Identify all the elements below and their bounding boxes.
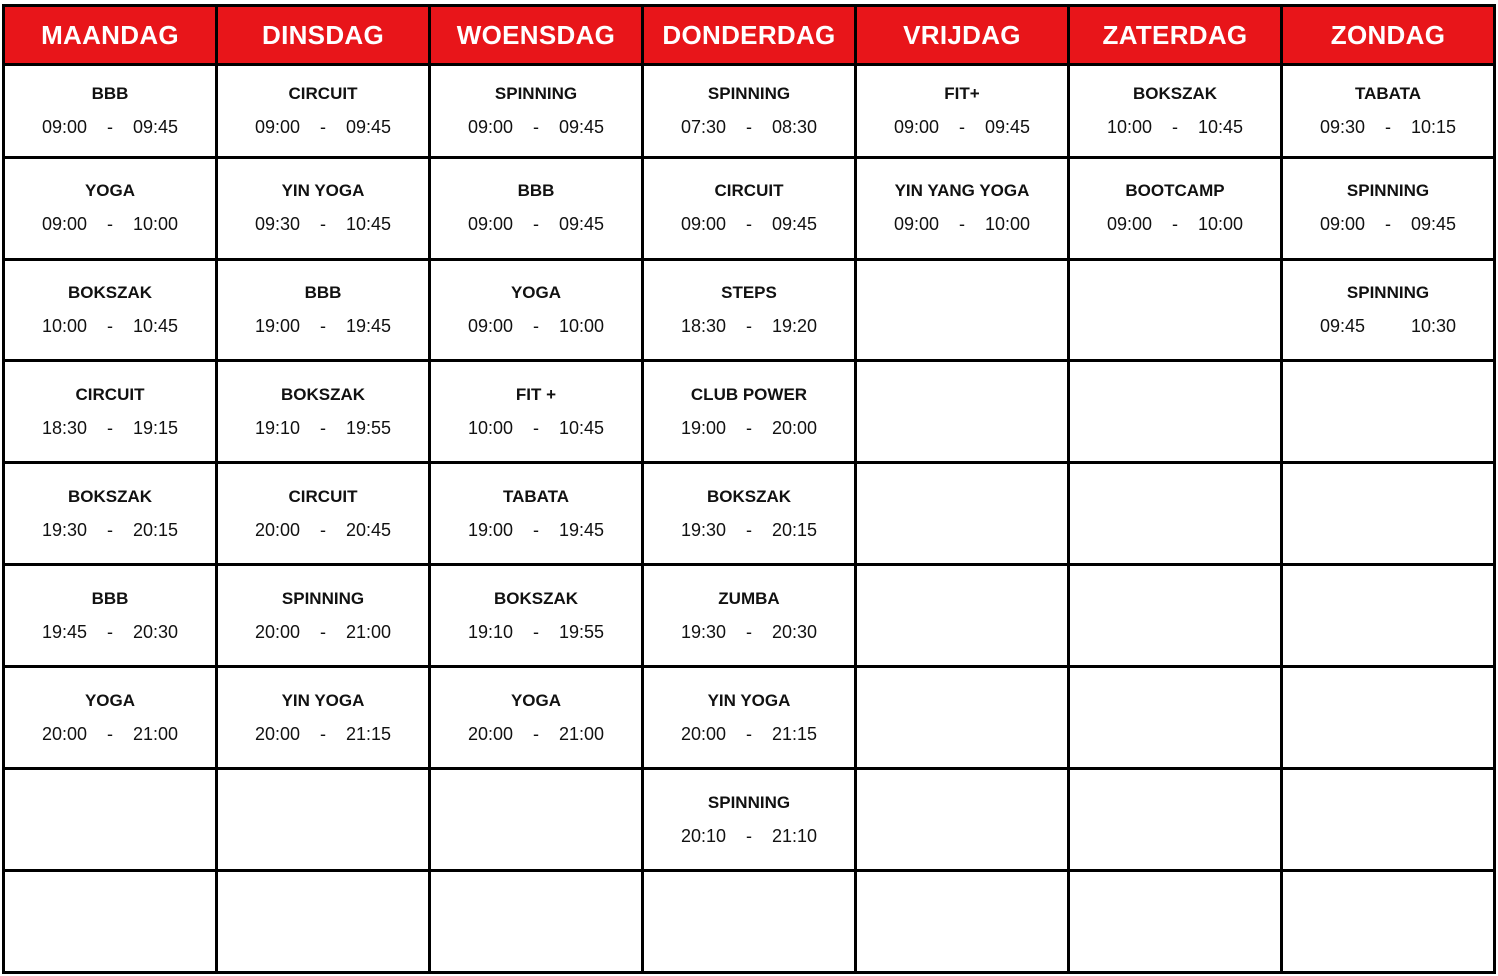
class-time <box>218 116 428 138</box>
class-time <box>1283 213 1493 235</box>
time-separator: - <box>746 116 752 137</box>
start-time: 20:10 <box>680 825 726 846</box>
empty-slot <box>856 361 1069 463</box>
empty-slot <box>1069 565 1282 667</box>
class-time <box>644 621 854 643</box>
end-time: 08:30 <box>772 116 818 137</box>
class-time <box>5 213 215 235</box>
empty-slot <box>1282 870 1495 972</box>
class-time <box>431 723 641 745</box>
time-separator: - <box>746 621 752 642</box>
class-slot <box>217 463 430 565</box>
class-name: SPINNING <box>1346 283 1430 302</box>
class-slot <box>217 361 430 463</box>
class-name: BOKSZAK <box>67 283 153 302</box>
class-slot <box>217 65 430 158</box>
empty-slot <box>217 870 430 972</box>
start-time: 09:00 <box>1319 214 1365 235</box>
empty-slot <box>4 769 217 871</box>
class-name: BOKSZAK <box>706 486 792 506</box>
class-name: BBB <box>517 181 555 201</box>
class-slot <box>1069 157 1282 259</box>
class-slot <box>4 667 217 769</box>
end-time: 20:45 <box>346 519 392 540</box>
class-name: SPINNING <box>707 792 791 812</box>
class-name: BBB <box>91 588 129 608</box>
class-time <box>5 621 215 643</box>
start-time: 19:00 <box>254 316 300 336</box>
empty-slot <box>1069 361 1282 463</box>
start-time: 20:00 <box>254 621 300 642</box>
day-header-2: DINSDAG <box>217 6 430 65</box>
class-name: FIT + <box>515 384 557 404</box>
class-slot <box>643 667 856 769</box>
start-time: 09:00 <box>893 214 939 235</box>
end-time: 20:30 <box>772 621 818 642</box>
time-separator: - <box>320 417 326 438</box>
class-time <box>644 723 854 745</box>
class-slot <box>430 565 643 667</box>
class-time <box>218 723 428 745</box>
class-time <box>431 116 641 138</box>
start-time: 09:00 <box>680 214 726 235</box>
class-time <box>431 519 641 541</box>
class-time <box>5 417 215 439</box>
class-name: BOKSZAK <box>280 384 366 404</box>
class-slot <box>217 157 430 259</box>
class-slot <box>856 65 1069 158</box>
end-time: 10:45 <box>559 417 605 438</box>
class-name: CIRCUIT <box>288 486 358 506</box>
schedule-row <box>4 667 1495 769</box>
end-time: 19:55 <box>559 621 605 642</box>
end-time: 10:00 <box>559 316 605 336</box>
class-time <box>431 621 641 643</box>
time-separator: - <box>320 723 326 744</box>
class-name: TABATA <box>502 486 570 506</box>
end-time: 21:10 <box>772 825 818 846</box>
class-name: BOKSZAK <box>1132 83 1218 103</box>
class-slot <box>643 463 856 565</box>
end-time: 10:00 <box>1198 214 1244 235</box>
end-time: 21:00 <box>346 621 392 642</box>
class-name: YIN YOGA <box>707 690 791 710</box>
empty-slot <box>1282 361 1495 463</box>
schedule-row <box>4 157 1495 259</box>
time-separator: - <box>746 316 752 336</box>
end-time: 10:45 <box>346 214 392 235</box>
class-time <box>431 315 641 337</box>
empty-slot <box>856 667 1069 769</box>
class-time <box>1070 213 1280 235</box>
time-separator: - <box>107 417 113 438</box>
class-slot <box>1069 65 1282 158</box>
day-header-3: WOENSDAG <box>430 6 643 65</box>
empty-slot <box>856 463 1069 565</box>
class-time <box>5 519 215 541</box>
class-name: BOOTCAMP <box>1125 181 1225 201</box>
class-slot <box>430 361 643 463</box>
empty-slot <box>1282 565 1495 667</box>
time-separator: - <box>533 417 539 438</box>
end-time: 09:45 <box>985 116 1031 137</box>
empty-slot <box>856 769 1069 871</box>
class-time <box>644 417 854 439</box>
class-slot <box>643 157 856 259</box>
class-slot <box>1282 259 1495 361</box>
schedule-row <box>4 769 1495 871</box>
class-name: SPINNING <box>1346 181 1430 201</box>
class-name: YIN YOGA <box>281 181 365 201</box>
start-time: 19:10 <box>254 417 300 438</box>
class-time <box>1283 315 1493 337</box>
class-time <box>857 116 1067 138</box>
class-time <box>5 723 215 745</box>
time-separator: - <box>320 214 326 235</box>
class-name: SPINNING <box>281 588 365 608</box>
class-slot <box>430 667 643 769</box>
class-name: YOGA <box>510 283 562 302</box>
class-slot <box>4 565 217 667</box>
end-time: 20:15 <box>133 519 179 540</box>
class-name: YOGA <box>84 690 136 710</box>
class-slot <box>4 259 217 361</box>
start-time: 09:00 <box>467 316 513 336</box>
class-name: SPINNING <box>707 83 791 103</box>
start-time: 19:00 <box>467 519 513 540</box>
class-time <box>644 116 854 138</box>
time-separator: - <box>746 519 752 540</box>
class-slot <box>856 157 1069 259</box>
empty-slot <box>1282 667 1495 769</box>
end-time: 19:55 <box>346 417 392 438</box>
class-name: ZUMBA <box>718 588 780 608</box>
class-name: YOGA <box>510 690 562 710</box>
class-name: BBB <box>304 283 342 302</box>
class-name: CLUB POWER <box>690 384 808 404</box>
start-time: 20:00 <box>41 723 87 744</box>
empty-slot <box>643 870 856 972</box>
class-slot <box>217 259 430 361</box>
start-time: 10:00 <box>1106 116 1152 137</box>
time-separator: - <box>1172 214 1178 235</box>
start-time: 10:00 <box>467 417 513 438</box>
time-separator: - <box>533 214 539 235</box>
day-header-1: MAANDAG <box>4 6 217 65</box>
time-separator: - <box>959 214 965 235</box>
class-time <box>218 417 428 439</box>
end-time: 19:45 <box>346 316 392 336</box>
end-time: 10:30 <box>1411 316 1457 336</box>
time-separator: - <box>1385 214 1391 235</box>
end-time: 09:45 <box>559 214 605 235</box>
class-time <box>218 213 428 235</box>
start-time: 20:00 <box>467 723 513 744</box>
schedule-row <box>4 361 1495 463</box>
class-slot <box>4 463 217 565</box>
empty-slot <box>430 769 643 871</box>
class-slot <box>643 769 856 871</box>
empty-slot <box>856 565 1069 667</box>
class-time <box>218 519 428 541</box>
class-slot <box>643 565 856 667</box>
end-time: 10:15 <box>1411 116 1457 137</box>
start-time: 20:00 <box>680 723 726 744</box>
class-time <box>1070 116 1280 138</box>
time-separator: - <box>320 116 326 137</box>
start-time: 09:00 <box>41 214 87 235</box>
end-time: 21:00 <box>133 723 179 744</box>
empty-slot <box>1069 870 1282 972</box>
class-name: FIT+ <box>944 83 980 103</box>
end-time: 19:20 <box>772 316 818 336</box>
class-slot <box>643 259 856 361</box>
time-separator: - <box>533 723 539 744</box>
end-time: 21:15 <box>772 723 818 744</box>
time-separator: - <box>107 621 113 642</box>
time-separator: - <box>746 723 752 744</box>
schedule-row <box>4 565 1495 667</box>
class-slot <box>4 65 217 158</box>
class-name: CIRCUIT <box>75 384 145 404</box>
empty-slot <box>856 870 1069 972</box>
start-time: 09:30 <box>254 214 300 235</box>
empty-slot <box>4 870 217 972</box>
end-time: 19:45 <box>559 519 605 540</box>
start-time: 19:30 <box>680 519 726 540</box>
class-time <box>431 213 641 235</box>
schedule-row <box>4 65 1495 158</box>
start-time: 19:10 <box>467 621 513 642</box>
start-time: 07:30 <box>680 116 726 137</box>
class-slot <box>1282 157 1495 259</box>
class-time <box>5 315 215 337</box>
start-time: 09:00 <box>41 116 87 137</box>
class-slot <box>643 65 856 158</box>
class-name: BOKSZAK <box>67 486 153 506</box>
class-name: TABATA <box>1354 83 1422 103</box>
empty-slot <box>1069 259 1282 361</box>
time-separator: - <box>320 621 326 642</box>
empty-slot <box>1069 463 1282 565</box>
time-separator: - <box>107 519 113 540</box>
time-separator: - <box>107 214 113 235</box>
end-time: 20:30 <box>133 621 179 642</box>
schedule-row <box>4 870 1495 972</box>
class-time <box>644 315 854 337</box>
class-slot <box>430 259 643 361</box>
end-time: 09:45 <box>346 116 392 137</box>
start-time: 19:30 <box>41 519 87 540</box>
time-separator: - <box>320 519 326 540</box>
empty-slot <box>1282 769 1495 871</box>
time-separator: - <box>320 316 326 336</box>
time-separator: - <box>1385 116 1391 137</box>
class-time <box>644 825 854 847</box>
schedule-row <box>4 259 1495 361</box>
class-name: YIN YANG YOGA <box>894 181 1030 201</box>
start-time: 18:30 <box>680 316 726 336</box>
end-time: 21:15 <box>346 723 392 744</box>
class-time <box>1283 116 1493 138</box>
empty-slot <box>1282 463 1495 565</box>
class-slot <box>217 565 430 667</box>
start-time: 19:30 <box>680 621 726 642</box>
empty-slot <box>430 870 643 972</box>
time-separator: - <box>107 116 113 137</box>
day-header-7: ZONDAG <box>1282 6 1495 65</box>
time-separator: - <box>107 316 113 336</box>
day-header-5: VRIJDAG <box>856 6 1069 65</box>
end-time: 20:00 <box>772 417 818 438</box>
end-time: 10:45 <box>1198 116 1244 137</box>
class-slot <box>643 361 856 463</box>
start-time: 09:00 <box>1106 214 1152 235</box>
class-slot <box>4 361 217 463</box>
start-time: 20:00 <box>254 519 300 540</box>
schedule-row <box>4 463 1495 565</box>
day-header-6: ZATERDAG <box>1069 6 1282 65</box>
class-slot <box>430 157 643 259</box>
class-time <box>431 417 641 439</box>
class-name: CIRCUIT <box>288 83 358 103</box>
start-time: 19:45 <box>41 621 87 642</box>
start-time: 09:00 <box>893 116 939 137</box>
start-time: 18:30 <box>41 417 87 438</box>
time-separator: - <box>533 316 539 336</box>
day-header-4: DONDERDAG <box>643 6 856 65</box>
class-name: YOGA <box>84 181 136 201</box>
class-time <box>218 621 428 643</box>
start-time: 20:00 <box>254 723 300 744</box>
class-time <box>218 315 428 337</box>
time-separator: - <box>746 417 752 438</box>
end-time: 09:45 <box>772 214 818 235</box>
class-time <box>857 213 1067 235</box>
end-time: 10:00 <box>133 214 179 235</box>
end-time: 19:15 <box>133 417 179 438</box>
class-slot <box>4 157 217 259</box>
schedule-body <box>4 65 1495 973</box>
start-time: 09:30 <box>1319 116 1365 137</box>
time-separator: - <box>959 116 965 137</box>
class-slot <box>430 65 643 158</box>
class-slot <box>217 667 430 769</box>
end-time: 09:45 <box>133 116 179 137</box>
start-time: 09:00 <box>467 116 513 137</box>
time-separator: - <box>533 621 539 642</box>
class-time <box>5 116 215 138</box>
end-time: 09:45 <box>559 116 605 137</box>
time-separator: - <box>746 825 752 846</box>
class-time <box>644 213 854 235</box>
empty-slot <box>217 769 430 871</box>
empty-slot <box>856 259 1069 361</box>
day-header-row <box>4 6 1495 65</box>
end-time: 21:00 <box>559 723 605 744</box>
class-name: CIRCUIT <box>714 181 784 201</box>
class-name: SPINNING <box>494 83 578 103</box>
class-time <box>644 519 854 541</box>
empty-slot <box>1069 667 1282 769</box>
class-name: YIN YOGA <box>281 690 365 710</box>
end-time: 09:45 <box>1411 214 1457 235</box>
start-time: 19:00 <box>680 417 726 438</box>
class-name: BBB <box>91 83 129 103</box>
time-separator: - <box>1172 116 1178 137</box>
time-separator: - <box>533 519 539 540</box>
start-time: 09:00 <box>467 214 513 235</box>
class-name: BOKSZAK <box>493 588 579 608</box>
empty-slot <box>1069 769 1282 871</box>
end-time: 20:15 <box>772 519 818 540</box>
class-slot <box>430 463 643 565</box>
time-separator: - <box>533 116 539 137</box>
start-time: 09:00 <box>254 116 300 137</box>
time-separator: - <box>746 214 752 235</box>
class-name: STEPS <box>721 283 777 302</box>
class-slot <box>1282 65 1495 158</box>
start-time: 10:00 <box>41 316 87 336</box>
end-time: 10:00 <box>985 214 1031 235</box>
weekly-schedule-table <box>2 4 1496 974</box>
start-time: 09:45 <box>1319 316 1365 336</box>
end-time: 10:45 <box>133 316 179 336</box>
time-separator: - <box>107 723 113 744</box>
